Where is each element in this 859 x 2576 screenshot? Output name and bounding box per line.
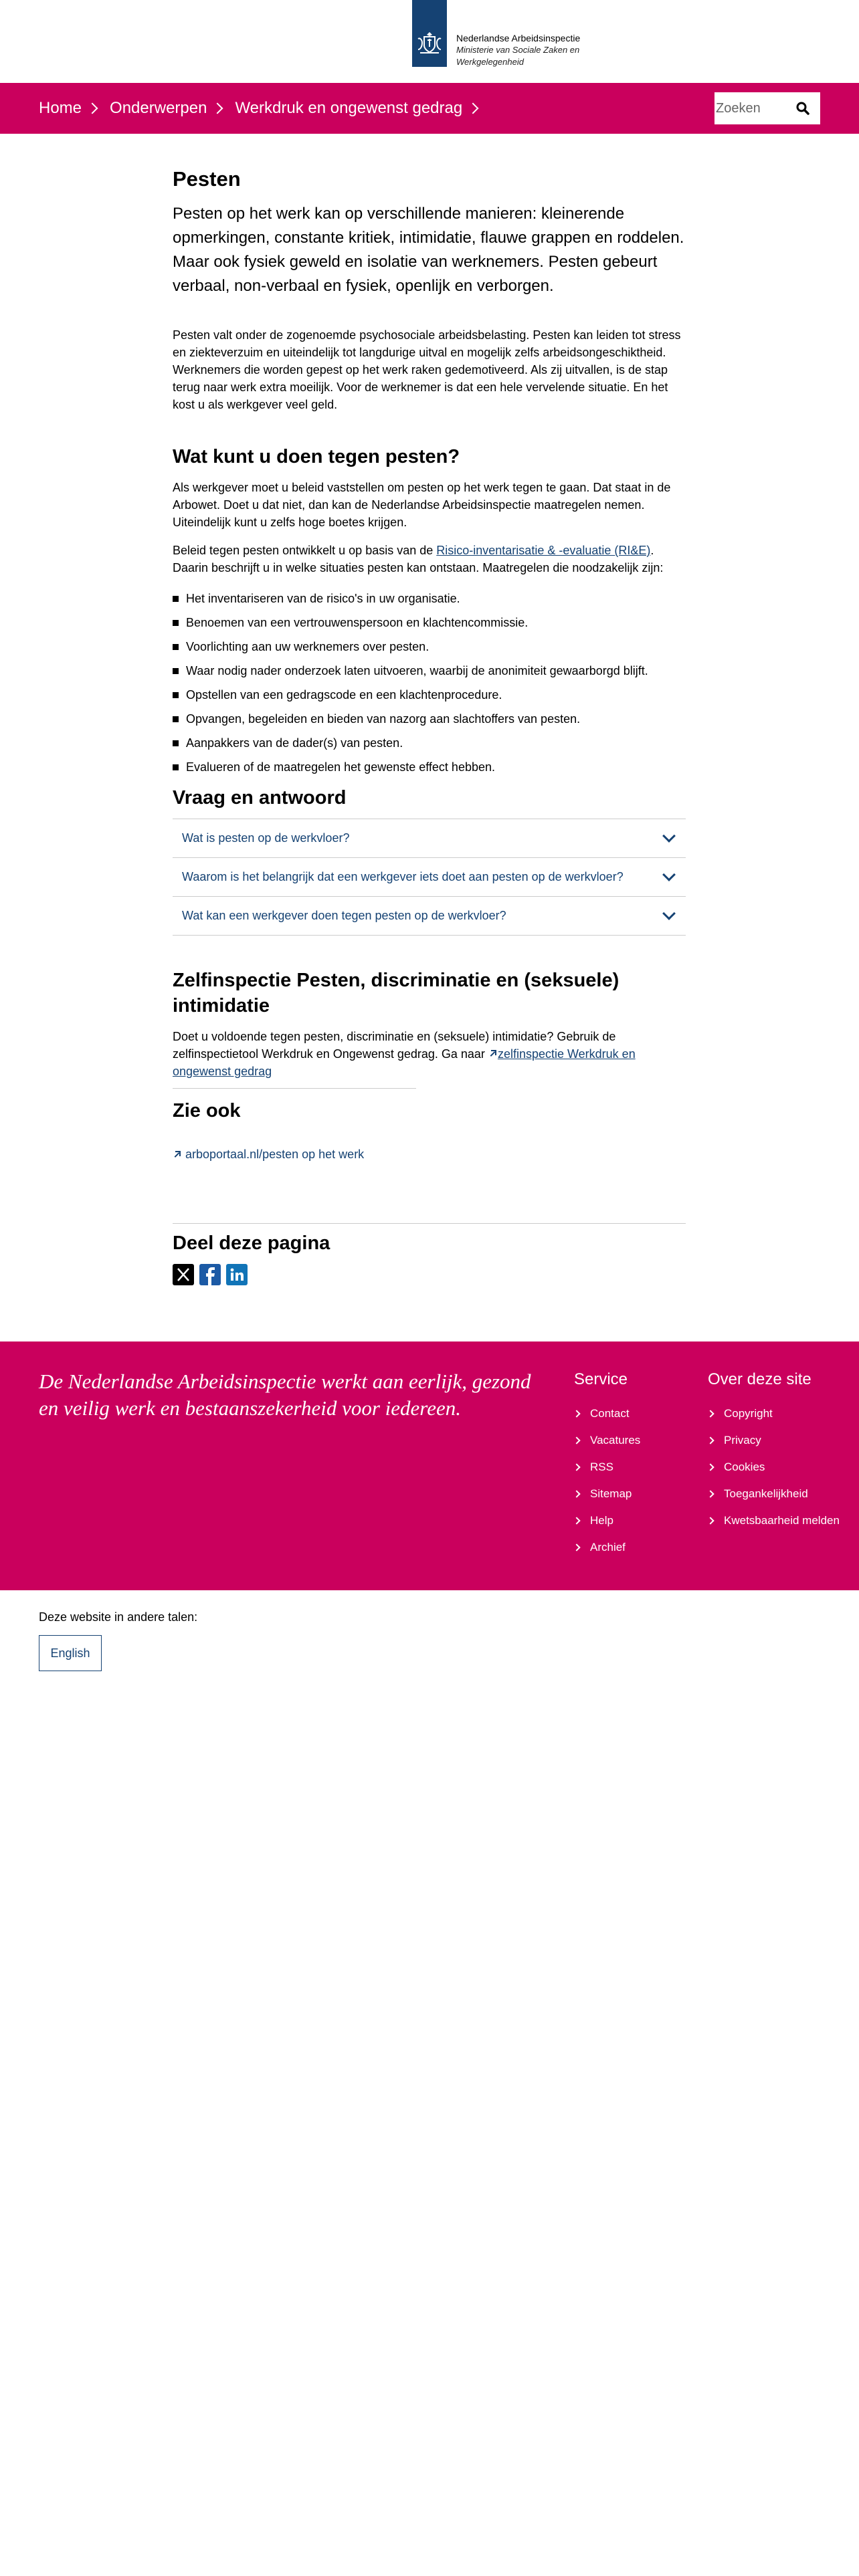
link-label: zelfinspectie Werkdruk en ongewenst gedrag: [173, 1047, 636, 1078]
search-icon: [796, 102, 809, 115]
footer-link-archief[interactable]: [574, 1539, 640, 1555]
heading-zelfinspectie: Zelfinspectie Pesten, discriminatie en (seksuele) intimidatie: [173, 970, 619, 1016]
chevron-right-icon: [573, 1436, 580, 1444]
chevron-right-icon: [212, 103, 223, 114]
footer-link-label: Toegankelijkheid: [724, 1487, 808, 1500]
footer-column-title: Service: [574, 1370, 628, 1388]
list-item: Het inventariseren van de risico's in uw organisatie.: [173, 590, 686, 607]
search-button[interactable]: [788, 93, 818, 124]
coat-of-arms-icon: [416, 31, 443, 55]
facebook-icon: [199, 1264, 221, 1285]
paragraph-psychosociale: Pesten valt onder de zogenoemde psychosociale arbeidsbelasting. Pesten kan leiden tot stress en ziekteverzuim en uiteindelijk tot langdurige uitval en mogelijk zelfs arbeidsongeschiktheid. Werknemers die worden gepest op het werk raken gedemotiveerd. Als zij uitvallen, is de stap terug naar werk extra moeilijk. Voor de werknemer is dat een hele vervelende situatie. En het kost u als werkgever veel geld.: [173, 328, 681, 411]
chevron-right-icon: [573, 1410, 580, 1417]
linkedin-icon: [226, 1264, 248, 1285]
faq-question: Waarom is het belangrijk dat een werkgever iets doet aan pesten op de werkvloer?: [182, 870, 624, 883]
paragraph-text: Doet u voldoende tegen pesten, discriminatie en (seksuele) intimidatie? Gebruik de zelfinspectietool Werkdruk en Ongewenst gedrag. Ga naar: [173, 1030, 616, 1061]
chevron-right-icon: [573, 1517, 580, 1524]
chevron-down-icon: [662, 829, 676, 843]
share-facebook-button[interactable]: [199, 1264, 221, 1285]
paragraph-beleid: Als werkgever moet u beleid vaststellen om pesten op het werk tegen te gaan. Dat staat in de Arbowet. Doet u dat niet, dan kan de Nederlandse Arbeidsinspectie maatregelen nemen. Uiteindelijk kunt u zelfs hoge boetes krijgen.: [173, 481, 671, 529]
chevron-right-icon: [706, 1517, 714, 1524]
search-box: [714, 92, 820, 124]
breadcrumb-werkdruk[interactable]: [235, 99, 490, 118]
breadcrumb: [39, 83, 490, 134]
faq-accordion: [173, 819, 686, 936]
heading-zie-ook: Zie ook: [173, 1100, 241, 1121]
breadcrumb-label: Werkdruk en ongewenst gedrag: [235, 99, 463, 117]
language-label: Deze website in andere talen:: [39, 1610, 198, 1624]
breadcrumb-label: Home: [39, 99, 82, 117]
footer-column-title: Over deze site: [708, 1370, 812, 1388]
footer-over-column: [708, 1368, 842, 1539]
breadcrumb-home[interactable]: [39, 99, 110, 118]
chevron-right-icon: [87, 103, 98, 114]
paragraph-zelfinspectie: [173, 1028, 686, 1080]
footer-link-contact[interactable]: [574, 1406, 640, 1422]
footer-link-label: Sitemap: [590, 1487, 632, 1500]
divider: [173, 1223, 686, 1224]
org-name: Nederlandse Arbeidsinspectie: [456, 33, 581, 43]
external-link-icon: [173, 1151, 181, 1159]
language-section: [39, 1610, 197, 1671]
footer-link-label: Cookies: [724, 1461, 765, 1473]
logo[interactable]: [412, 0, 583, 68]
link-label: arboportaal.nl/pesten op het werk: [185, 1148, 365, 1161]
heading-wat-kunt-u-doen: Wat kunt u doen tegen pesten?: [173, 446, 460, 467]
chevron-right-icon: [706, 1436, 714, 1444]
site-header: [0, 0, 859, 83]
page-title: Pesten: [173, 167, 241, 191]
footer-link-vacatures[interactable]: [574, 1432, 640, 1448]
faq-item-wat-is-pesten[interactable]: [173, 819, 686, 858]
chevron-right-icon: [706, 1463, 714, 1471]
footer-link-copyright[interactable]: [708, 1406, 842, 1422]
footer-link-rss[interactable]: [574, 1459, 640, 1475]
chevron-right-icon: [706, 1410, 714, 1417]
heading-deel-deze-pagina: Deel deze pagina: [173, 1232, 330, 1254]
chevron-down-icon: [662, 868, 676, 881]
list-item: Aanpakkers van de dader(s) van pesten.: [173, 734, 686, 752]
footer-link-label: Privacy: [724, 1434, 761, 1446]
list-item: Voorlichting aan uw werknemers over pesten.: [173, 638, 686, 655]
rie-link[interactable]: Risico-inventarisatie & -evaluatie (RI&E): [436, 544, 651, 557]
share-buttons: [173, 1264, 686, 1285]
heading-vraag-en-antwoord: Vraag en antwoord: [173, 787, 347, 809]
footer-link-label: Help: [590, 1514, 613, 1527]
site-footer: [0, 1341, 859, 1590]
chevron-right-icon: [573, 1463, 580, 1471]
org-subtitle: Ministerie van Sociale Zaken en Werkgelegenheid: [456, 45, 580, 67]
paragraph-text: . Daarin beschrijft u in welke situaties pesten kan ontstaan. Maatregelen die noodzakelijk zijn:: [173, 544, 664, 574]
external-link-icon: [488, 1050, 496, 1058]
faq-question: Wat is pesten op de werkvloer?: [182, 831, 350, 845]
footer-link-label: Contact: [590, 1407, 630, 1420]
main-content: [173, 166, 686, 1285]
breadcrumb-bar: [0, 83, 859, 134]
share-x-button[interactable]: [173, 1264, 194, 1285]
faq-item-wat-kan-werkgever[interactable]: [173, 897, 686, 936]
footer-link-privacy[interactable]: [708, 1432, 842, 1448]
footer-link-sitemap[interactable]: [574, 1486, 640, 1502]
footer-link-label: Kwetsbaarheid melden: [724, 1514, 840, 1527]
faq-question: Wat kan een werkgever doen tegen pesten op de werkvloer?: [182, 909, 506, 922]
divider: [173, 1088, 416, 1089]
language-english-button[interactable]: English: [39, 1635, 102, 1671]
search-input[interactable]: [714, 93, 788, 124]
faq-item-waarom-belangrijk[interactable]: [173, 858, 686, 897]
footer-link-label: Vacatures: [590, 1434, 641, 1446]
footer-service-column: [574, 1368, 640, 1566]
footer-link-kwetsbaarheid[interactable]: [708, 1513, 842, 1529]
chevron-right-icon: [573, 1490, 580, 1497]
footer-link-label: RSS: [590, 1461, 613, 1473]
x-icon: [173, 1264, 194, 1285]
list-item: Opvangen, begeleiden en bieden van nazorg aan slachtoffers van pesten.: [173, 710, 686, 728]
footer-tagline: De Nederlandse Arbeidsinspectie werkt aan eerlijk, gezond en veilig werk en bestaanszekerheid voor iedereen.: [39, 1370, 531, 1420]
paragraph-rie: [173, 542, 686, 576]
see-also-link[interactable]: [173, 1148, 686, 1162]
footer-link-toegankelijkheid[interactable]: [708, 1486, 842, 1502]
footer-link-label: Copyright: [724, 1407, 773, 1420]
list-item: Opstellen van een gedragscode en een klachtenprocedure.: [173, 686, 686, 704]
measures-list: [173, 590, 686, 776]
list-item: Evalueren of de maatregelen het gewenste effect hebben.: [173, 758, 686, 776]
list-item: Waar nodig nader onderzoek laten uitvoeren, waarbij de anonimiteit gewaarborgd blijft.: [173, 662, 686, 679]
breadcrumb-onderwerpen[interactable]: [110, 99, 235, 118]
footer-link-cookies[interactable]: [708, 1459, 842, 1475]
intro-text: Pesten op het werk kan op verschillende manieren: kleinerende opmerkingen, constante kritiek, intimidatie, flauwe grappen en roddelen. Maar ook fysiek geweld en isolatie van werknemers. Pesten gebeurt verbaal, non-verbaal en fysiek, openlijk en verborgen.: [173, 205, 684, 295]
chevron-right-icon: [706, 1490, 714, 1497]
chevron-right-icon: [573, 1543, 580, 1551]
chevron-right-icon: [468, 103, 479, 114]
share-linkedin-button[interactable]: [226, 1264, 248, 1285]
paragraph-text: Beleid tegen pesten ontwikkelt u op basis van de: [173, 544, 437, 557]
logo-emblem: [412, 0, 447, 67]
footer-link-help[interactable]: [574, 1513, 640, 1529]
list-item: Benoemen van een vertrouwenspersoon en klachtencommissie.: [173, 614, 686, 631]
footer-link-label: Archief: [590, 1541, 626, 1553]
breadcrumb-label: Onderwerpen: [110, 99, 207, 117]
chevron-down-icon: [662, 907, 676, 920]
